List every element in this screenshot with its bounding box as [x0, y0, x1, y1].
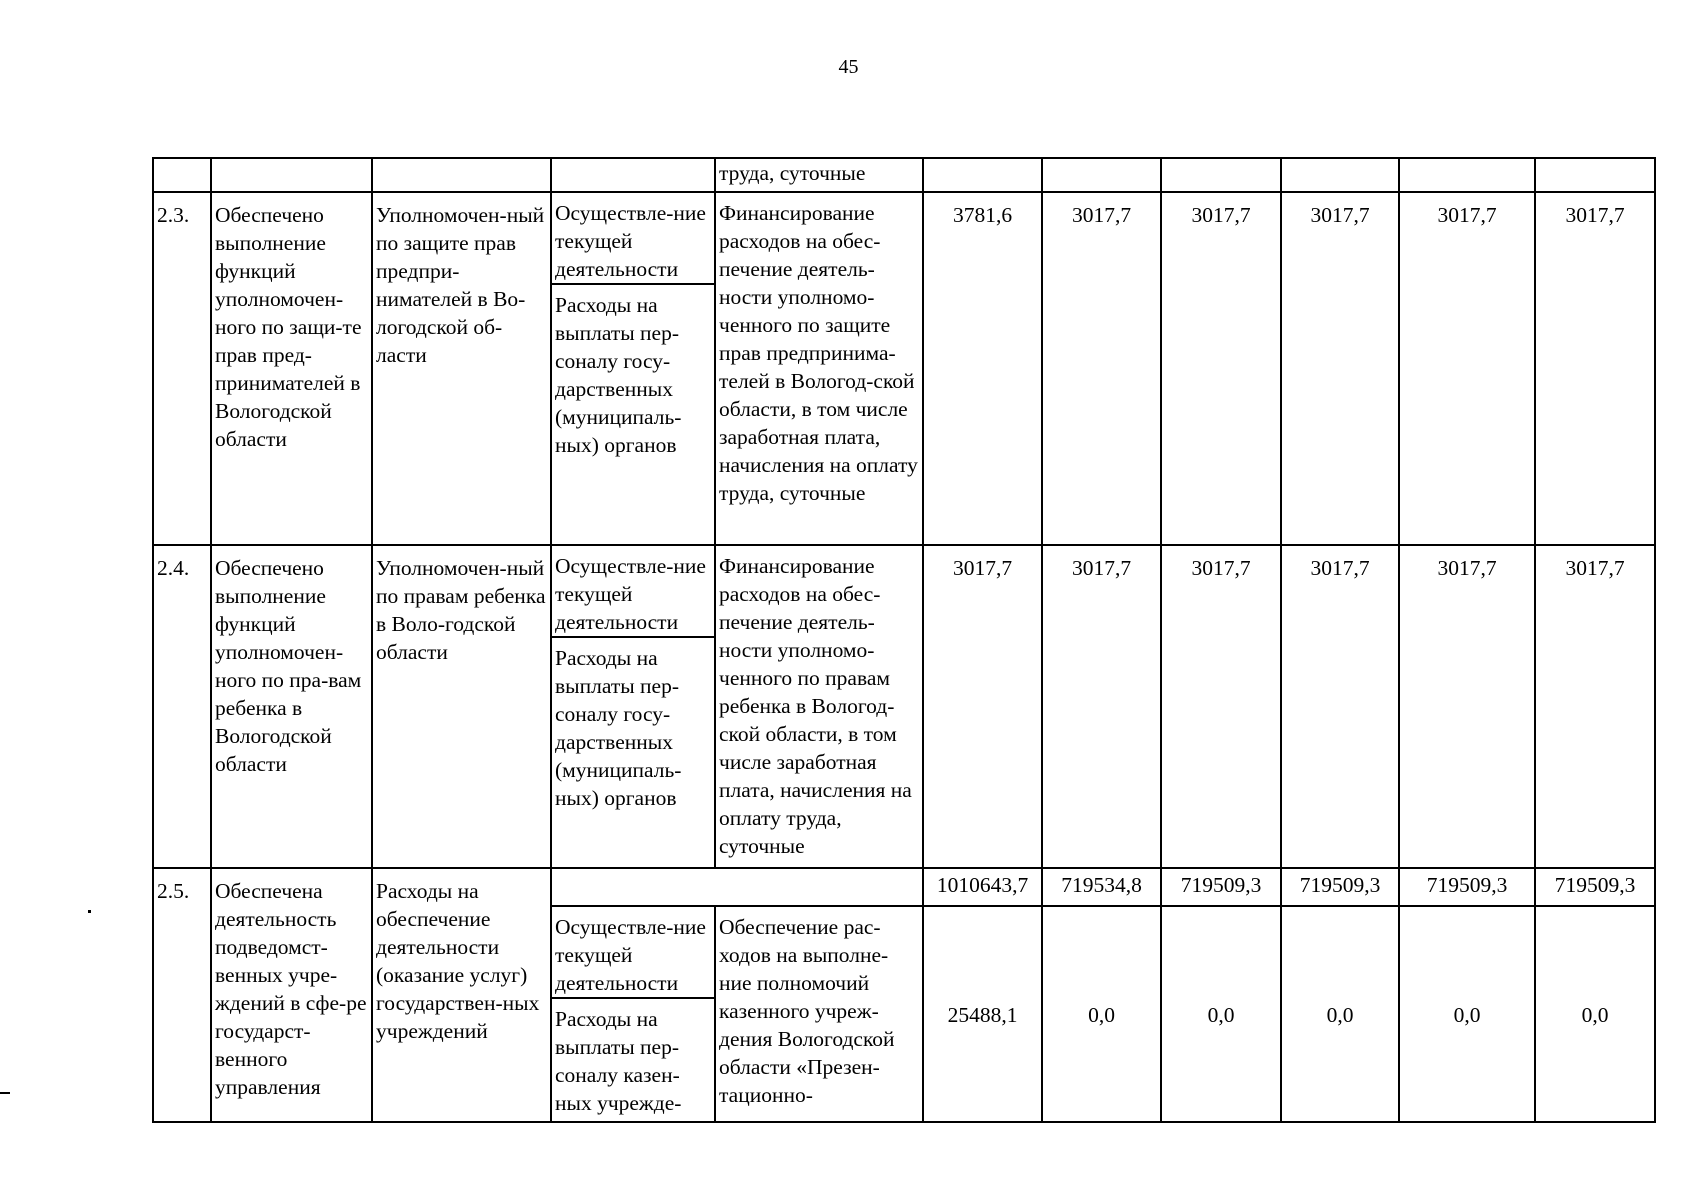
- value-cell: 0,0: [1399, 906, 1535, 1122]
- value-cell: 3017,7: [1281, 545, 1399, 868]
- page-number: 45: [838, 56, 859, 78]
- value-cell: 0,0: [1535, 906, 1655, 1122]
- value-cell: 0,0: [1281, 906, 1399, 1122]
- scan-dot: [88, 910, 91, 913]
- program-activities-table: [152, 157, 1656, 1123]
- expense-type: Расходы на выплаты пер-соналу госу-дарственных (муниципаль-ных) органов: [555, 293, 682, 457]
- goal-cell: Обеспечено выполнение функций уполномочен-ного по пра-вам ребенка в Вологодской области: [211, 545, 372, 868]
- value-cell: 3017,7: [1535, 545, 1655, 868]
- total-value-cell: 719509,3: [1535, 868, 1655, 906]
- value-cell: 25488,1: [923, 906, 1042, 1122]
- total-value-cell: 719509,3: [1161, 868, 1281, 906]
- measure-type: Осуществле-ние текущей деятельности: [552, 546, 714, 638]
- description-cell: труда, суточные: [715, 158, 923, 192]
- total-value-cell: 1010643,7: [923, 868, 1042, 906]
- description-cell: Финансирование расходов на обес-печение деятель-ности уполномо-ченного по защите прав предпринима-телей в Вологод-ской области, в том числе заработная плата, начисления на оплату труда, суточные: [715, 192, 923, 545]
- responsible-cell: Расходы на обеспечение деятельности (оказание услуг) государствен-ных учреждений: [372, 868, 551, 1122]
- total-value-cell: 719509,3: [1281, 868, 1399, 906]
- value-cell: 3017,7: [1399, 192, 1535, 545]
- value-cell: 0,0: [1042, 906, 1161, 1122]
- measure-cell: [551, 192, 715, 545]
- goal-cell: Обеспечено выполнение функций уполномочен-ного по защи-те прав пред-принимателей в Вологодской области: [211, 192, 372, 545]
- measure-type: Осуществле-ние текущей деятельности: [552, 907, 714, 999]
- value-cell: 3017,7: [1281, 192, 1399, 545]
- table-row: [153, 545, 1655, 868]
- responsible-cell: Уполномочен-ный по правам ребенка в Воло-годской области: [372, 545, 551, 868]
- row-number: 2.5.: [153, 868, 211, 1122]
- row-number: 2.3.: [153, 192, 211, 545]
- measure-cell: [551, 545, 715, 868]
- expense-type: Расходы на выплаты пер-соналу казен-ных учрежде-: [555, 1007, 682, 1115]
- responsible-cell: Уполномочен-ный по защите прав предпри-нимателей в Во-логодской об-ласти: [372, 192, 551, 545]
- goal-cell: Обеспечена деятельность подведомст-венных учре-ждений в сфе-ре государст-венного управления: [211, 868, 372, 1122]
- value-cell: 3017,7: [1042, 192, 1161, 545]
- total-value-cell: 719534,8: [1042, 868, 1161, 906]
- table-row-continuation: [153, 158, 1655, 192]
- description-cell: Финансирование расходов на обес-печение деятель-ности уполномо-ченного по правам ребенка в Вологод-ской области, в том числе заработная плата, начисления на оплату труда, суточные: [715, 545, 923, 868]
- measure-cell: [551, 906, 715, 1122]
- value-cell: 3017,7: [1399, 545, 1535, 868]
- measure-type: Осуществле-ние текущей деятельности: [552, 193, 714, 285]
- table-row: [153, 192, 1655, 545]
- description-cell: Обеспечение рас-ходов на выполне-ние полномочий казенного учреж-дения Вологодской области «Презен-тационно-: [715, 906, 923, 1122]
- value-cell: 3017,7: [1161, 192, 1281, 545]
- total-value-cell: 719509,3: [1399, 868, 1535, 906]
- value-cell: 0,0: [1161, 906, 1281, 1122]
- value-cell: 3017,7: [1535, 192, 1655, 545]
- scan-line-mark: [0, 1092, 10, 1094]
- value-cell: 3017,7: [1161, 545, 1281, 868]
- table-row: [153, 868, 1655, 906]
- row-number: 2.4.: [153, 545, 211, 868]
- value-cell: 3017,7: [1042, 545, 1161, 868]
- value-cell: 3017,7: [923, 545, 1042, 868]
- value-cell: 3781,6: [923, 192, 1042, 545]
- expense-type: Расходы на выплаты пер-соналу госу-дарственных (муниципаль-ных) органов: [555, 646, 682, 810]
